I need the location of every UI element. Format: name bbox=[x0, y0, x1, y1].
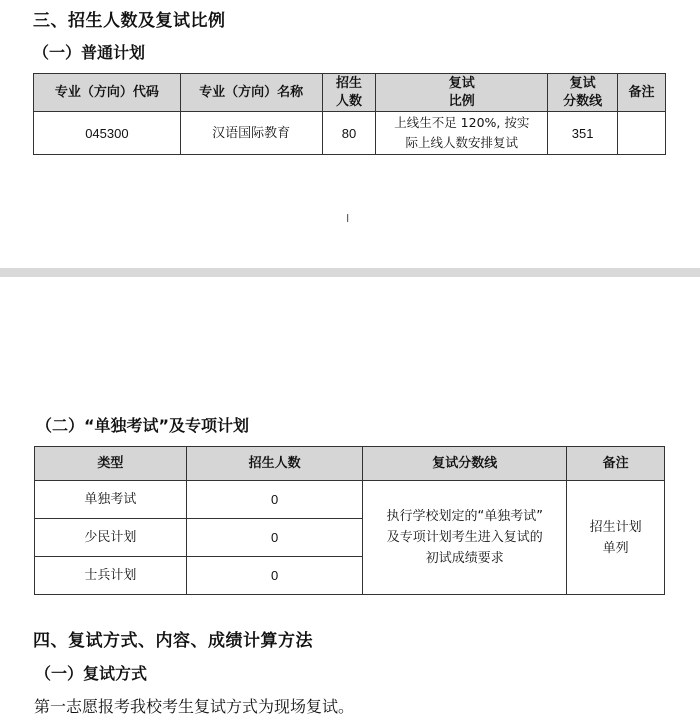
header-cell: 复试分数线 bbox=[363, 447, 567, 481]
ratio-cell: 上线生不足 120%, 按实 际上线人数安排复试 bbox=[376, 112, 548, 155]
header-cell: 招生人数 bbox=[186, 447, 363, 481]
enrollment-cell: 80 bbox=[322, 112, 376, 155]
table-row bbox=[35, 481, 665, 519]
body-paragraph: 第一志愿报考我校考生复试方式为现场复试。 bbox=[34, 697, 355, 716]
header-cell: 备注 bbox=[567, 447, 665, 481]
header-cell: 复试 比例 bbox=[376, 74, 548, 112]
special-plan-table bbox=[34, 446, 665, 595]
remark-cell bbox=[618, 112, 666, 155]
type-cell: 单独考试 bbox=[35, 481, 187, 519]
count-cell: 0 bbox=[186, 481, 363, 519]
count-cell: 0 bbox=[186, 557, 363, 595]
score-line-cell: 351 bbox=[548, 112, 618, 155]
type-cell: 士兵计划 bbox=[35, 557, 187, 595]
header-cell: 复试 分数线 bbox=[548, 74, 618, 112]
subsection-heading: （一）复试方式 bbox=[35, 664, 148, 683]
section-heading: 三、招生人数及复试比例 bbox=[33, 11, 226, 31]
header-cell: 类型 bbox=[35, 447, 187, 481]
code-cell: 045300 bbox=[34, 112, 181, 155]
score-note-cell: 执行学校划定的“单独考试” 及专项计划考生进入复试的 初试成绩要求 bbox=[363, 481, 567, 595]
page-break bbox=[0, 268, 700, 277]
header-cell: 专业（方向）代码 bbox=[34, 74, 181, 112]
subsection-heading: （二）“单独考试”及专项计划 bbox=[36, 416, 250, 435]
major-cell: 汉语国际教育 bbox=[180, 112, 322, 155]
section-heading: 四、复试方式、内容、成绩计算方法 bbox=[33, 631, 313, 651]
page-mark: I bbox=[346, 212, 350, 225]
regular-plan-table bbox=[33, 73, 666, 155]
subsection-heading: （一）普通计划 bbox=[33, 43, 146, 62]
header-cell: 专业（方向）名称 bbox=[180, 74, 322, 112]
remark-cell: 招生计划 单列 bbox=[567, 481, 665, 595]
header-cell: 招生 人数 bbox=[322, 74, 376, 112]
table-row bbox=[34, 112, 666, 155]
count-cell: 0 bbox=[186, 519, 363, 557]
type-cell: 少民计划 bbox=[35, 519, 187, 557]
header-cell: 备注 bbox=[618, 74, 666, 112]
